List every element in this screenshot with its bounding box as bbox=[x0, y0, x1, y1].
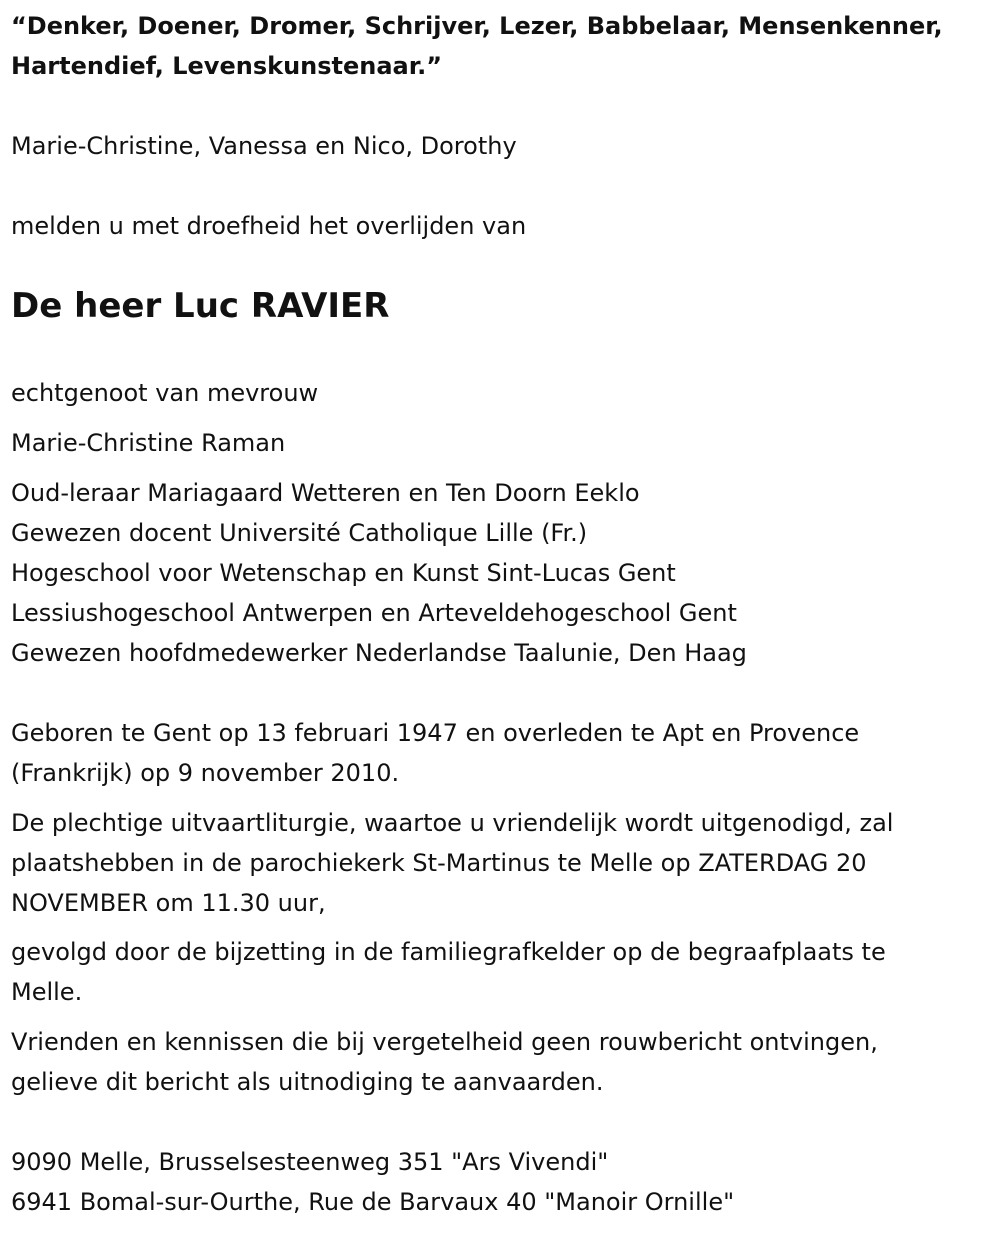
burial-paragraph bbox=[11, 932, 886, 1012]
burial-line-2: Melle. bbox=[11, 978, 83, 1006]
birth-death-line-2: (Frankrijk) op 9 november 2010. bbox=[11, 759, 400, 787]
announcement-text: melden u met droefheid het overlijden van bbox=[11, 212, 527, 240]
quote-line-1: “Denker, Doener, Dromer, Schrijver, Lezer, Babbelaar, Mensenkenner, bbox=[11, 12, 943, 40]
liturgy-line-1: De plechtige uitvaartliturgie, waartoe u vriendelijk wordt uitgenodigd, zal bbox=[11, 809, 894, 837]
spouse-name: Marie-Christine Raman bbox=[11, 429, 286, 457]
address-line: 6941 Bomal-sur-Ourthe, Rue de Barvaux 40 "Manoir Ornille" bbox=[11, 1188, 735, 1216]
address-line: 9090 Melle, Brusselsesteenweg 351 "Ars Vivendi" bbox=[11, 1148, 609, 1176]
career-item: Gewezen hoofdmedewerker Nederlandse Taalunie, Den Haag bbox=[11, 639, 747, 667]
birth-death-paragraph bbox=[11, 713, 859, 793]
notice-line-2: gelieve dit bericht als uitnodiging te aanvaarden. bbox=[11, 1068, 604, 1096]
quote-line-2: Hartendief, Levenskunstenaar.” bbox=[11, 52, 443, 80]
career-list bbox=[11, 473, 747, 673]
address-block bbox=[11, 1142, 734, 1222]
liturgy-line-2: plaatshebben in de parochiekerk St-Martinus te Melle op ZATERDAG 20 bbox=[11, 849, 867, 877]
birth-death-line-1: Geboren te Gent op 13 februari 1947 en overleden te Apt en Provence bbox=[11, 719, 860, 747]
career-item: Lessiushogeschool Antwerpen en Arteveldehogeschool Gent bbox=[11, 599, 737, 627]
burial-line-1: gevolgd door de bijzetting in de familiegrafkelder op de begraafplaats te bbox=[11, 938, 886, 966]
deceased-name: De heer Luc RAVIER bbox=[11, 286, 390, 326]
career-item: Hogeschool voor Wetenschap en Kunst Sint-Lucas Gent bbox=[11, 559, 676, 587]
liturgy-paragraph bbox=[11, 803, 893, 923]
career-item: Gewezen docent Université Catholique Lille (Fr.) bbox=[11, 519, 588, 547]
family-names: Marie-Christine, Vanessa en Nico, Dorothy bbox=[11, 132, 517, 160]
notice-line-1: Vrienden en kennissen die bij vergetelheid geen rouwbericht ontvingen, bbox=[11, 1028, 878, 1056]
spouse-label: echtgenoot van mevrouw bbox=[11, 379, 319, 407]
liturgy-line-3: NOVEMBER om 11.30 uur, bbox=[11, 889, 326, 917]
quote-block bbox=[11, 6, 943, 86]
career-item: Oud-leraar Mariagaard Wetteren en Ten Doorn Eeklo bbox=[11, 479, 640, 507]
notice-paragraph bbox=[11, 1022, 878, 1102]
